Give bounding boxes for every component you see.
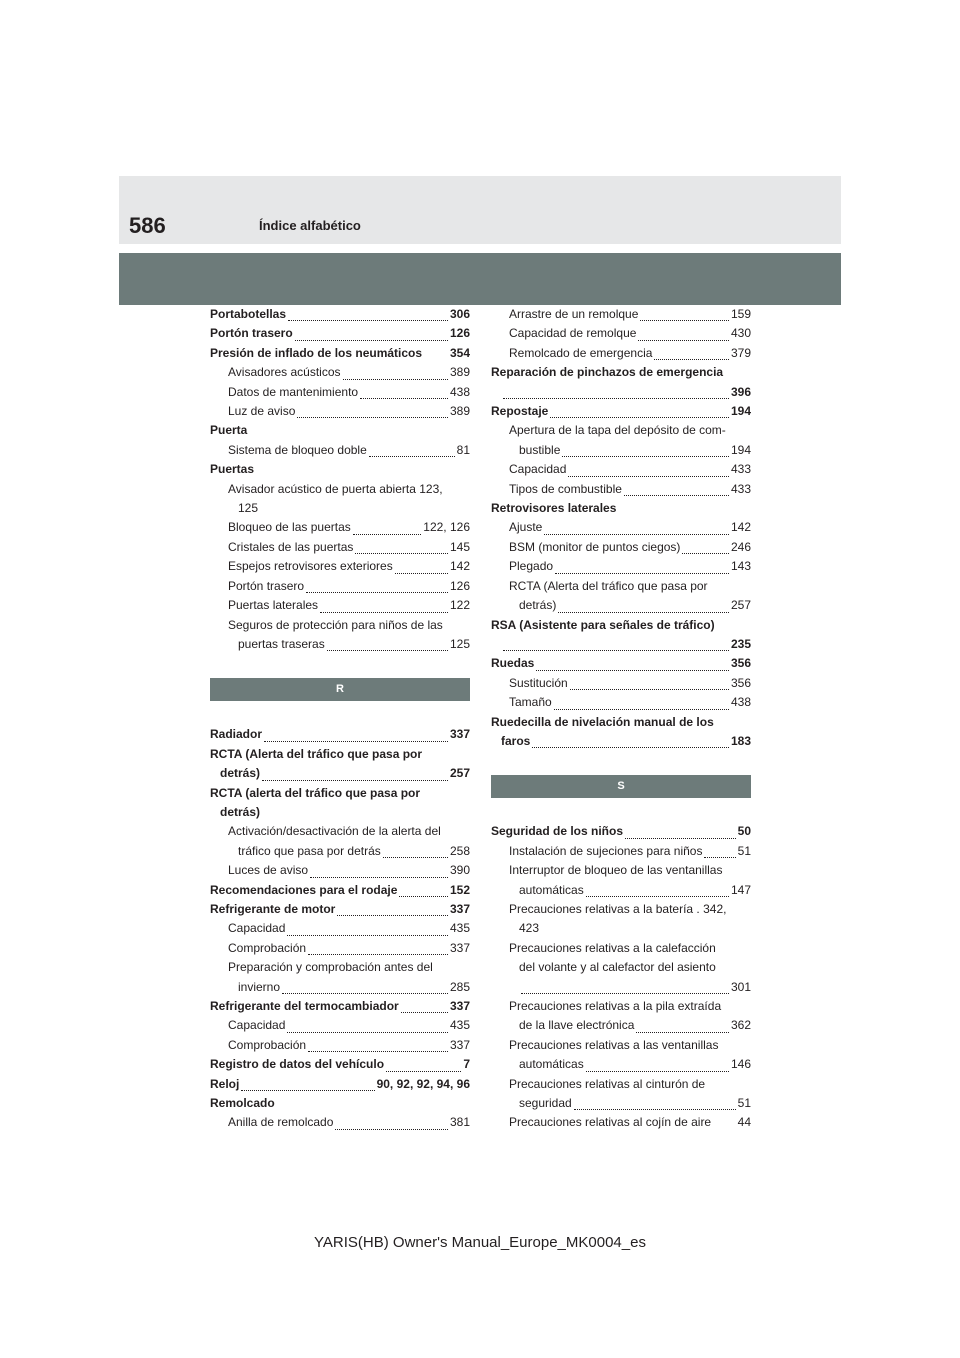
index-entry-text: Capacidad de remolque xyxy=(509,326,637,341)
index-entry xyxy=(210,725,470,744)
index-entry xyxy=(210,344,470,363)
dot-leader xyxy=(369,455,455,457)
dot-leader xyxy=(554,708,729,710)
dot-leader xyxy=(310,876,448,878)
dot-leader xyxy=(395,572,448,574)
dot-leader xyxy=(586,1070,729,1072)
page-reference: 396 xyxy=(730,384,751,399)
index-entry-text: Luces de aviso xyxy=(228,863,309,878)
page-reference: 381 xyxy=(449,1115,470,1130)
index-entry-text: Apertura de la tapa del depósito de com- xyxy=(509,423,726,438)
dot-leader xyxy=(288,319,448,321)
page-reference: 146 xyxy=(730,1057,751,1072)
index-entry-text: Tipos de combustible xyxy=(509,481,622,496)
page-reference: 147 xyxy=(730,882,751,897)
index-entry xyxy=(210,900,470,919)
index-entry xyxy=(491,363,751,402)
index-entry-text: automáticas xyxy=(519,882,584,897)
index-subentry xyxy=(491,1036,751,1075)
dot-leader xyxy=(624,494,729,496)
index-entry-text: detrás) xyxy=(519,598,557,613)
index-entry xyxy=(210,745,470,784)
dot-leader xyxy=(355,552,448,554)
page-reference: 194 xyxy=(730,404,751,419)
dot-leader xyxy=(320,611,448,613)
index-entry-text: Precauciones relativas a las ventanillas xyxy=(509,1037,719,1052)
index-entry-text: RCTA (Alerta del tráfico que pasa por xyxy=(210,746,423,761)
page-reference: 152 xyxy=(449,882,470,897)
dot-leader xyxy=(568,475,729,477)
index-subentry xyxy=(210,383,470,402)
page-reference: 257 xyxy=(730,598,751,613)
page-reference: 51 xyxy=(737,843,751,858)
index-entry xyxy=(491,616,751,655)
index-entry-text: Precauciones relativas al cinturón de xyxy=(509,1076,706,1091)
index-entry-text: Activación/desactivación de la alerta del xyxy=(228,824,441,839)
index-column-left xyxy=(210,305,470,1133)
index-entry xyxy=(210,421,470,440)
dot-leader xyxy=(682,552,729,554)
dot-leader xyxy=(327,649,448,651)
footer-manual-id: YARIS(HB) Owner's Manual_Europe_MK0004_es xyxy=(314,1234,646,1251)
index-subentry xyxy=(491,460,751,479)
index-column-right xyxy=(491,305,751,1133)
index-entry-text: 125 xyxy=(238,501,259,516)
page-reference: 362 xyxy=(730,1018,751,1033)
index-entry-text: Bloqueo de las puertas xyxy=(228,520,351,535)
dot-leader xyxy=(550,416,729,418)
index-subentry xyxy=(491,538,751,557)
index-subentry xyxy=(491,861,751,900)
page-reference: 433 xyxy=(730,462,751,477)
index-entry-text: Interruptor de bloqueo de las ventanillas xyxy=(509,863,723,878)
index-entry xyxy=(491,822,751,841)
page-reference: 438 xyxy=(730,695,751,710)
index-entry-text: de la llave electrónica xyxy=(519,1018,635,1033)
index-entry-text: Espejos retrovisores exteriores xyxy=(228,559,393,574)
index-entry-text: Comprobación xyxy=(228,1037,307,1052)
page-reference: 337 xyxy=(449,999,470,1013)
index-entry-text: Avisadores acústicos xyxy=(228,365,341,380)
dot-leader xyxy=(360,397,448,399)
dot-leader xyxy=(638,339,729,341)
index-subentry xyxy=(210,577,470,596)
dot-leader xyxy=(306,591,448,593)
index-entry-text: Puertas laterales xyxy=(228,598,319,613)
index-entry-text: Arrastre de un remolque xyxy=(509,307,639,321)
index-subentry xyxy=(491,674,751,693)
page-reference: 183 xyxy=(730,733,751,748)
dot-leader xyxy=(308,953,448,955)
index-entry-text: Precauciones relativas al cojín de aire xyxy=(509,1115,712,1130)
dot-leader xyxy=(282,992,448,994)
index-subentry xyxy=(491,900,751,939)
index-subentry xyxy=(210,1036,470,1055)
dot-leader xyxy=(401,1011,448,1013)
page-reference: 246 xyxy=(730,539,751,554)
index-entry-text: Ruedecilla de nivelación manual de los xyxy=(491,714,714,729)
index-subentry xyxy=(210,1113,470,1132)
index-entry xyxy=(491,654,751,673)
page-reference: 433 xyxy=(730,481,751,496)
index-entry xyxy=(491,402,751,421)
page-reference: 435 xyxy=(449,1018,470,1033)
index-entry-text: Radiador xyxy=(210,727,263,742)
page-reference: 122 xyxy=(449,598,470,613)
page-reference: 337 xyxy=(449,727,470,742)
index-entry xyxy=(210,305,470,324)
index-entry-text: RCTA (Alerta del tráfico que pasa por xyxy=(509,578,708,593)
index-entry-text: puertas traseras xyxy=(238,636,325,651)
index-subentry xyxy=(210,616,470,655)
index-entry-text: Ruedas xyxy=(491,656,535,671)
index-subentry xyxy=(210,518,470,537)
index-subentry xyxy=(491,693,751,712)
header-band xyxy=(119,176,841,244)
dot-leader xyxy=(532,746,729,748)
index-entry-text: Refrigerante de motor xyxy=(210,901,336,916)
dot-leader xyxy=(503,649,729,651)
dot-leader xyxy=(287,1031,448,1033)
dot-leader xyxy=(544,533,729,535)
index-entry-text: automáticas xyxy=(519,1057,584,1072)
index-subentry xyxy=(210,402,470,421)
index-subentry xyxy=(210,441,470,460)
page-reference: 125 xyxy=(449,636,470,651)
page-reference: 430 xyxy=(730,326,751,341)
dot-leader xyxy=(308,1050,448,1052)
dot-leader xyxy=(574,1108,736,1110)
index-subentry xyxy=(491,842,751,861)
index-entry-text: Capacidad xyxy=(509,462,567,477)
index-subentry xyxy=(210,557,470,576)
dot-leader xyxy=(297,416,448,418)
index-letter-heading: R xyxy=(210,678,470,701)
index-subentry xyxy=(210,480,470,519)
index-subentry xyxy=(210,958,470,997)
index-entry-text: detrás) xyxy=(220,766,261,781)
index-entry-text: RSA (Asistente para señales de tráfico) xyxy=(491,617,715,632)
index-entry-text: Seguridad de los niños xyxy=(491,824,624,839)
page-reference: 194 xyxy=(730,442,751,457)
index-subentry xyxy=(491,480,751,499)
page-reference: 337 xyxy=(449,1037,470,1052)
dot-leader xyxy=(335,1128,448,1130)
index-entry-text: Sistema de bloqueo doble xyxy=(228,442,367,457)
index-entry xyxy=(210,460,470,479)
index-subentry xyxy=(491,1113,751,1132)
index-subentry xyxy=(491,939,751,997)
index-letter-heading: S xyxy=(491,775,751,798)
page-reference: 356 xyxy=(730,675,751,690)
index-subentry xyxy=(210,538,470,557)
page-number: 586 xyxy=(129,213,166,238)
index-subentry xyxy=(491,518,751,537)
index-subentry xyxy=(491,997,751,1036)
index-subentry xyxy=(491,305,751,324)
page-reference: 285 xyxy=(449,979,470,994)
index-subentry xyxy=(210,363,470,382)
index-subentry xyxy=(210,596,470,615)
page-reference: 354 xyxy=(449,345,470,360)
index-entry-text: Precauciones relativas a la batería . 342, xyxy=(509,901,727,916)
index-entry-text: Capacidad xyxy=(228,921,286,936)
index-entry-text: del volante y al calefactor del asiento xyxy=(519,960,716,975)
index-entry-text: detrás) xyxy=(220,804,261,819)
dot-leader xyxy=(654,358,729,360)
page-reference: 438 xyxy=(449,384,470,399)
dot-leader xyxy=(521,992,729,994)
index-entry-text: Presión de inflado de los neumáticos xyxy=(210,345,423,360)
index-entry xyxy=(491,499,751,518)
dot-leader xyxy=(343,378,448,380)
page-reference: 122, 126 xyxy=(423,520,470,535)
index-subentry xyxy=(210,1016,470,1035)
index-entry-text: Anilla de remolcado xyxy=(228,1115,334,1130)
index-entry-text: Remolcado de emergencia xyxy=(509,345,653,360)
page-reference: 337 xyxy=(449,940,470,955)
page-reference: 143 xyxy=(730,559,751,574)
index-entry-text: Precauciones relativas a la pila extraída xyxy=(509,999,722,1013)
index-entry-text: Repostaje xyxy=(491,404,549,419)
page-reference: 306 xyxy=(449,307,470,321)
dot-leader xyxy=(295,339,448,341)
page-reference: 126 xyxy=(449,326,470,341)
index-entry-text: RCTA (alerta del tráfico que pasa por xyxy=(210,785,421,800)
index-entry-text: Puertas xyxy=(210,462,255,477)
index-entry-text: Portón trasero xyxy=(210,326,293,341)
page-reference: 337 xyxy=(449,901,470,916)
page-reference: 435 xyxy=(449,921,470,936)
index-entry-text: Comprobación xyxy=(228,940,307,955)
page-reference: 126 xyxy=(449,578,470,593)
index-entry xyxy=(210,997,470,1016)
section-title: Índice alfabético xyxy=(259,218,361,233)
page-reference: 142 xyxy=(730,520,751,535)
page-reference: 235 xyxy=(730,636,751,651)
dot-leader xyxy=(562,455,729,457)
index-entry-text: Retrovisores laterales xyxy=(491,501,617,516)
index-entry-text: Refrigerante del termocambiador xyxy=(210,999,399,1013)
page-reference: 145 xyxy=(449,539,470,554)
page-reference: 44 xyxy=(737,1115,751,1130)
page-reference: 258 xyxy=(449,843,470,858)
index-entry-text: Precauciones relativas a la calefacción xyxy=(509,940,716,955)
index-entry xyxy=(210,1094,470,1113)
dot-leader xyxy=(287,934,448,936)
page-reference: 81 xyxy=(456,442,470,457)
page-reference: 50 xyxy=(737,824,751,839)
index-entry-text: Reloj xyxy=(210,1076,240,1091)
index-entry-text: bustible xyxy=(519,442,561,457)
dot-leader xyxy=(636,1031,729,1033)
page-reference: 257 xyxy=(449,766,470,781)
page-reference: 7 xyxy=(463,1057,470,1072)
index-entry xyxy=(491,713,751,752)
dot-leader xyxy=(536,669,729,671)
page-reference: 51 xyxy=(737,1096,751,1111)
index-subentry xyxy=(491,421,751,460)
page-reference: 159 xyxy=(730,307,751,321)
index-entry-text: Puerta xyxy=(210,423,248,438)
page-reference: 301 xyxy=(730,979,751,994)
index-entry-text: Registro de datos del vehículo xyxy=(210,1057,385,1072)
dot-leader xyxy=(586,895,729,897)
index-entry-text: Instalación de sujeciones para niños xyxy=(509,843,703,858)
index-subentry xyxy=(210,939,470,958)
index-entry-text: Cristales de las puertas xyxy=(228,539,354,554)
index-subentry xyxy=(491,324,751,343)
dot-leader xyxy=(337,914,448,916)
index-entry-text: Luz de aviso xyxy=(228,404,296,419)
page-reference: 389 xyxy=(449,365,470,380)
page-reference: 389 xyxy=(449,404,470,419)
page-reference: 90, 92, 92, 94, 96 xyxy=(376,1076,470,1091)
dot-leader xyxy=(640,319,729,321)
index-entry-text: Recomendaciones para el rodaje xyxy=(210,882,398,897)
index-entry-text: 423 xyxy=(519,921,540,936)
dot-leader xyxy=(383,856,448,858)
index-entry-text: Sustitución xyxy=(509,675,568,690)
index-entry-text: Ajuste xyxy=(509,520,543,535)
index-entry-text: Datos de mantenimiento xyxy=(228,384,359,399)
index-subentry xyxy=(210,919,470,938)
dot-leader xyxy=(555,572,729,574)
index-entry-text: seguridad xyxy=(519,1096,572,1111)
index-entry-text: tráfico que pasa por detrás xyxy=(238,843,381,858)
page-reference: 142 xyxy=(449,559,470,574)
dot-leader xyxy=(704,856,735,858)
index-entry-text: Portabotellas xyxy=(210,307,287,321)
index-subentry xyxy=(491,1075,751,1114)
dot-leader xyxy=(558,611,729,613)
index-entry-text: invierno xyxy=(238,979,281,994)
dot-leader xyxy=(399,895,448,897)
dot-leader xyxy=(386,1070,461,1072)
dot-leader xyxy=(262,779,448,781)
header-dark-band xyxy=(119,253,841,305)
dot-leader xyxy=(353,533,422,535)
dot-leader xyxy=(625,837,736,839)
index-entry-text: BSM (monitor de puntos ciegos) xyxy=(509,539,681,554)
page-reference: 390 xyxy=(449,863,470,878)
index-entry-text: Remolcado xyxy=(210,1096,275,1111)
index-entry-text: Preparación y comprobación antes del xyxy=(228,960,433,975)
index-entry-text: Tamaño xyxy=(509,695,552,710)
index-subentry xyxy=(210,822,470,861)
index-subentry xyxy=(491,344,751,363)
index-entry xyxy=(210,1075,470,1094)
index-entry-text: Reparación de pinchazos de emergencia xyxy=(491,365,724,380)
dot-leader xyxy=(503,397,729,399)
index-entry xyxy=(210,1055,470,1074)
index-entry xyxy=(210,881,470,900)
index-subentry xyxy=(491,557,751,576)
index-entry-text: Capacidad xyxy=(228,1018,286,1033)
index-entry-text: Plegado xyxy=(509,559,554,574)
index-entry-text: Portón trasero xyxy=(228,578,305,593)
dot-leader xyxy=(241,1089,374,1091)
index-subentry xyxy=(491,577,751,616)
index-entry-text: Seguros de protección para niños de las xyxy=(228,617,443,632)
dot-leader xyxy=(264,740,448,742)
index-subentry xyxy=(210,861,470,880)
page-reference: 379 xyxy=(730,345,751,360)
index-entry-text: faros xyxy=(501,733,531,748)
page-reference: 356 xyxy=(730,656,751,671)
dot-leader xyxy=(570,688,729,690)
index-entry-text: Avisador acústico de puerta abierta 123, xyxy=(228,481,443,496)
index-entry xyxy=(210,784,470,823)
index-entry xyxy=(210,324,470,343)
